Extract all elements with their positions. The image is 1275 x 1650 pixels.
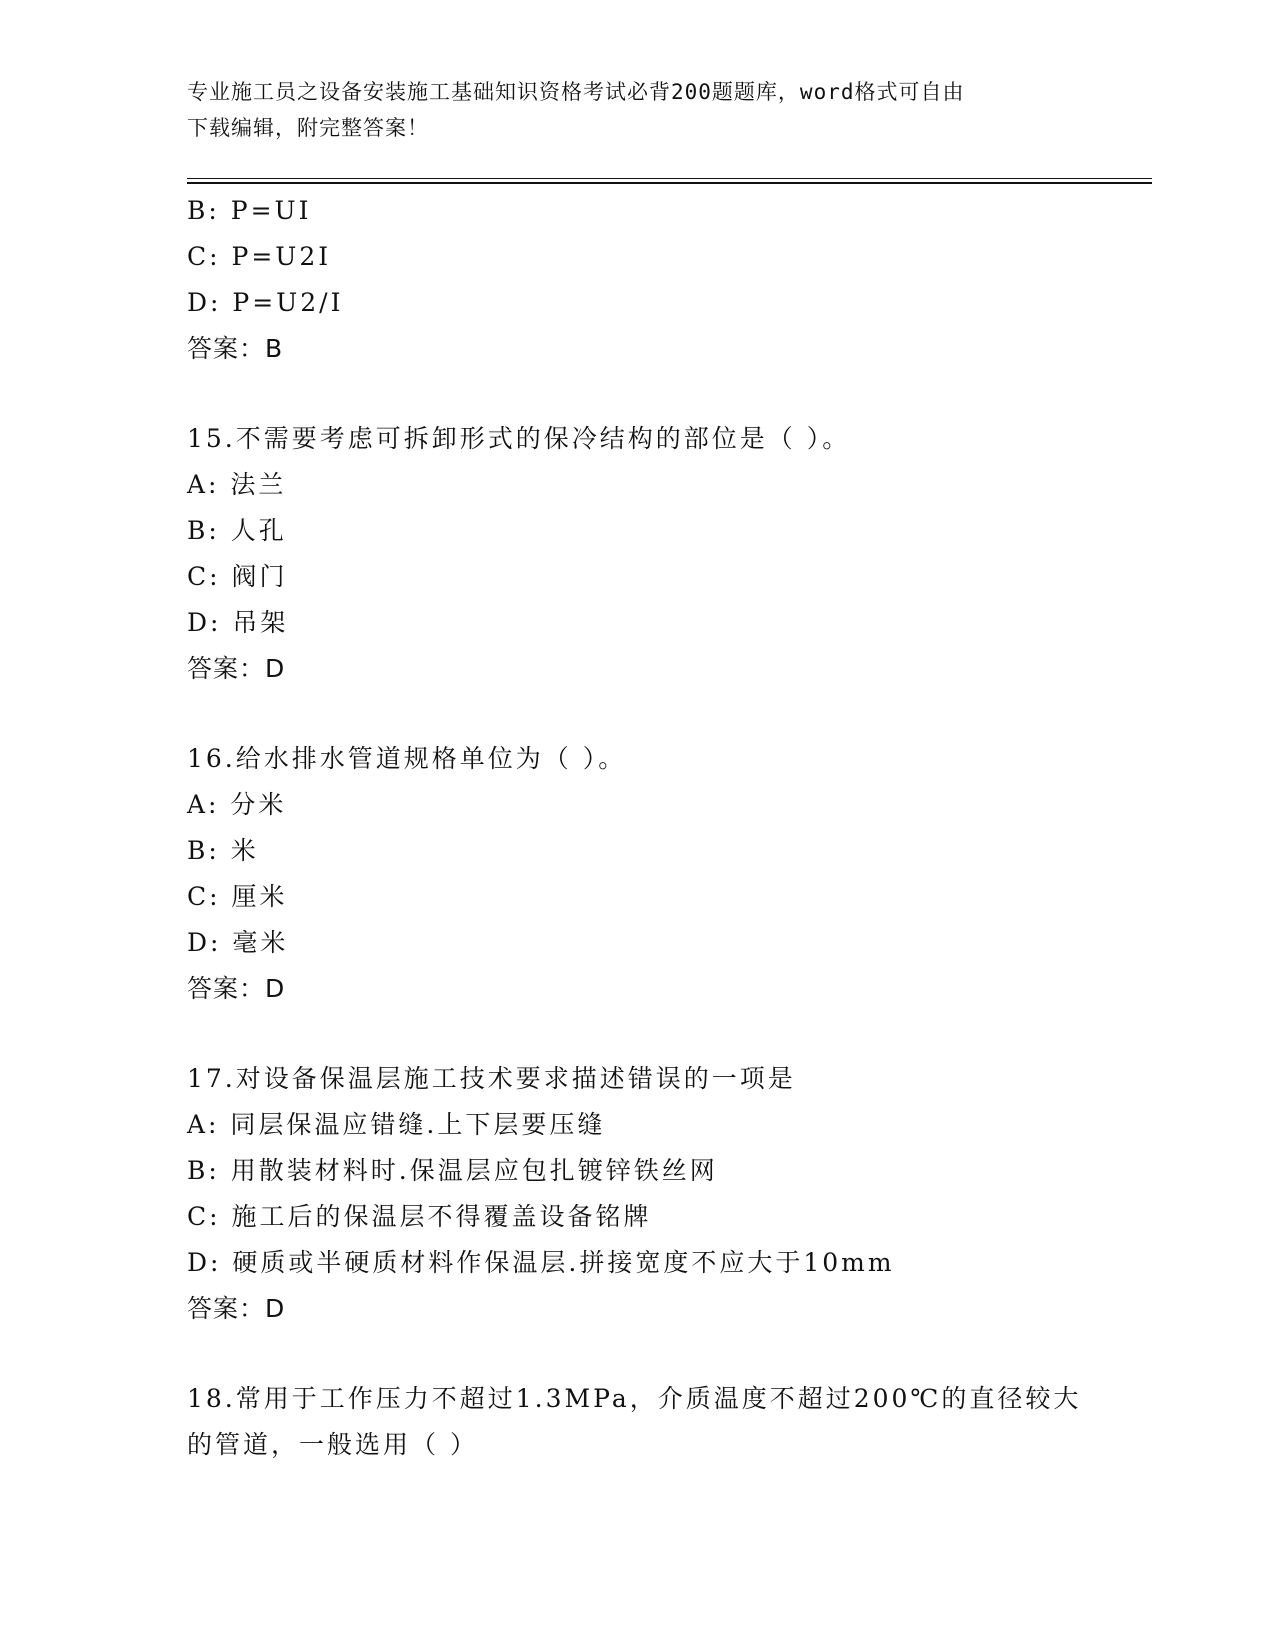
question-14-continuation <box>187 188 1152 372</box>
option-c: C: P=U2I <box>187 242 332 271</box>
option-d: D: P=U2/I <box>187 288 344 317</box>
option-b: B: 米 <box>187 836 259 865</box>
option-d: D: 毫米 <box>187 928 289 957</box>
answer-line: 答案：D <box>187 654 286 683</box>
header-line-1: 专业施工员之设备安装施工基础知识资格考试必背200题题库，word格式可自由 <box>187 80 965 104</box>
option-d: D: 硬质或半硬质材料作保温层.拼接宽度不应大于10mm <box>187 1248 895 1277</box>
question-text: 16.给水排水管道规格单位为（ ）。 <box>187 744 627 773</box>
option-b: B: 用散装材料时.保温层应包扎镀锌铁丝网 <box>187 1156 718 1185</box>
header-divider-thick <box>187 182 1152 184</box>
option-b: B: 人孔 <box>187 516 287 545</box>
spacer <box>187 692 1152 736</box>
option-c: C: 施工后的保温层不得覆盖设备铭牌 <box>187 1202 652 1231</box>
answer-line: 答案：B <box>187 334 284 363</box>
question-16 <box>187 736 1152 1012</box>
answer-line: 答案：D <box>187 1294 286 1323</box>
option-c: C: 厘米 <box>187 882 288 911</box>
question-15 <box>187 416 1152 692</box>
answer-line: 答案：D <box>187 974 286 1003</box>
question-18 <box>187 1376 1152 1468</box>
option-d: D: 吊架 <box>187 608 289 637</box>
option-c: C: 阀门 <box>187 562 288 591</box>
option-a: A: 同层保温应错缝.上下层要压缝 <box>187 1110 606 1139</box>
spacer <box>187 1012 1152 1056</box>
option-a: A: 法兰 <box>187 470 287 499</box>
header-divider-thin <box>187 178 1152 179</box>
option-b: B: P=UI <box>187 196 312 225</box>
question-text: 17.对设备保温层施工技术要求描述错误的一项是 <box>187 1064 796 1093</box>
question-text: 18.常用于工作压力不超过1.3MPa，介质温度不超过200℃的直径较大的管道，一般选用（ ） <box>187 1384 1082 1459</box>
spacer <box>187 372 1152 416</box>
document-header <box>187 74 1087 146</box>
header-line-2: 下载编辑，附完整答案！ <box>187 116 429 140</box>
question-17 <box>187 1056 1152 1332</box>
question-text: 15.不需要考虑可拆卸形式的保冷结构的部位是（ ）。 <box>187 424 851 453</box>
spacer <box>187 1332 1152 1376</box>
option-a: A: 分米 <box>187 790 287 819</box>
question-list <box>187 188 1152 1468</box>
